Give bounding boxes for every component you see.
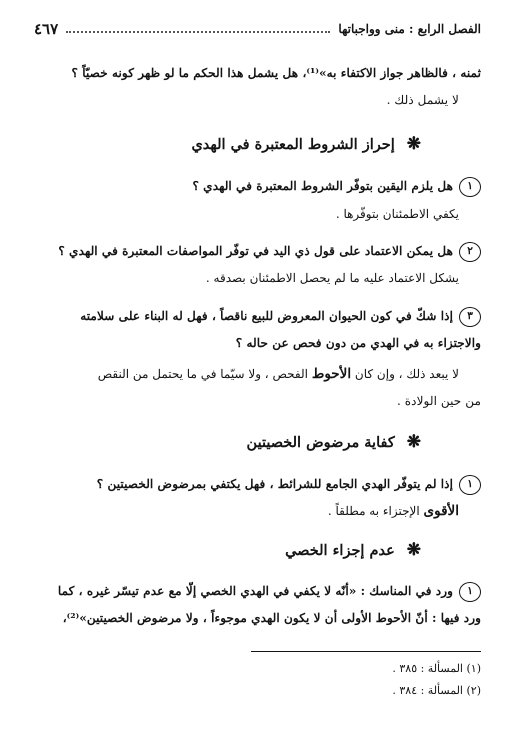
footnote-2: (٢) المسألة : ٣٨٤ . xyxy=(392,684,481,697)
question-1-1 xyxy=(34,173,481,200)
page-number: ٤٦٧ xyxy=(34,20,59,38)
footnote-rule xyxy=(251,651,481,652)
question-text: هل يلزم اليقين بتوفّر الشروط المعتبرة في الهدي ؟ xyxy=(192,179,453,193)
intro-answer: لا يشمل ذلك . xyxy=(386,93,459,107)
question-number-badge: ١ xyxy=(459,177,481,197)
asterism-icon: ❋ xyxy=(406,539,421,560)
asterism-icon: ❋ xyxy=(406,431,421,452)
answer-text: الإجتزاء به مطلقاً . xyxy=(327,504,420,518)
question-number-badge: ١ xyxy=(459,582,481,602)
answer-2-1 xyxy=(34,498,459,525)
answer-text: الفحص ، ولا سيّما في ما يحتمل من النقص xyxy=(97,367,308,381)
question-text: هل يمكن الاعتماد على قول ذي اليد في توفّر المواصفات المعتبرة في الهدي ؟ xyxy=(58,244,453,258)
answer-emphasis: الأحوط xyxy=(311,366,352,382)
question-3-1-continued: ورد فيها : أنّ الأحوط الأولى أن لا يكون الهدي موجوءاً ، ولا مرضوض الخصيتين»⁽²⁾، xyxy=(62,611,481,625)
leader-dots xyxy=(66,25,330,33)
chapter-title: الفصل الرابع : منى وواجباتها xyxy=(338,22,481,36)
question-number-badge: ٢ xyxy=(459,242,481,262)
question-1-2 xyxy=(34,238,481,265)
asterism-icon: ❋ xyxy=(406,133,421,154)
question-text: إذا لم يتوفّر الهدي الجامع للشرائط ، فهل يكتفي بمرضوض الخصيتين ؟ xyxy=(96,477,453,491)
intro-question: ثمنه ، فالظاهر جواز الاكتفاء به»⁽¹⁾، هل يشمل هذا الحكم ما لو ظهر كونه خصيّاً ؟ xyxy=(71,66,481,80)
question-1-3 xyxy=(34,303,481,330)
section-heading-2 xyxy=(80,428,421,456)
answer-1-2: يشكل الاعتماد عليه ما لم يحصل الاطمئنان بصدقه . xyxy=(205,271,459,285)
answer-1-3-continued: من حين الولادة . xyxy=(397,394,481,408)
question-number-badge: ٣ xyxy=(459,307,481,327)
question-1-3-continued: والاجتزاء به في الهدي من دون فحص عن حاله ؟ xyxy=(235,336,481,350)
section-title: عدم إجزاء الخصي xyxy=(285,541,395,559)
question-text: إذا شكّ في كون الحيوان المعروض للبيع ناقصاً ، فهل له البناء على سلامته xyxy=(80,309,453,323)
question-number-badge: ١ xyxy=(459,475,481,495)
answer-1-3 xyxy=(34,361,459,388)
footnote-1: (١) المسألة : ٣٨٥ . xyxy=(392,662,481,675)
running-head xyxy=(34,18,481,40)
answer-1-1: يكفي الاطمئنان بتوفّرها . xyxy=(335,207,459,221)
answer-text: لا يبعد ذلك ، وإن كان xyxy=(354,367,459,381)
answer-emphasis: الأقوى xyxy=(423,503,459,519)
section-heading-1 xyxy=(80,130,421,158)
section-heading-3 xyxy=(80,536,421,564)
question-text: ورد في المناسك : «أنّه لا يكفي في الهدي الخصي إلّا مع عدم تيسّر غيره ، كما xyxy=(57,584,453,598)
section-title: كفاية مرضوض الخصيتين xyxy=(246,433,395,451)
question-2-1 xyxy=(34,471,481,498)
section-title: إحراز الشروط المعتبرة في الهدي xyxy=(191,135,395,153)
question-3-1 xyxy=(34,578,481,605)
